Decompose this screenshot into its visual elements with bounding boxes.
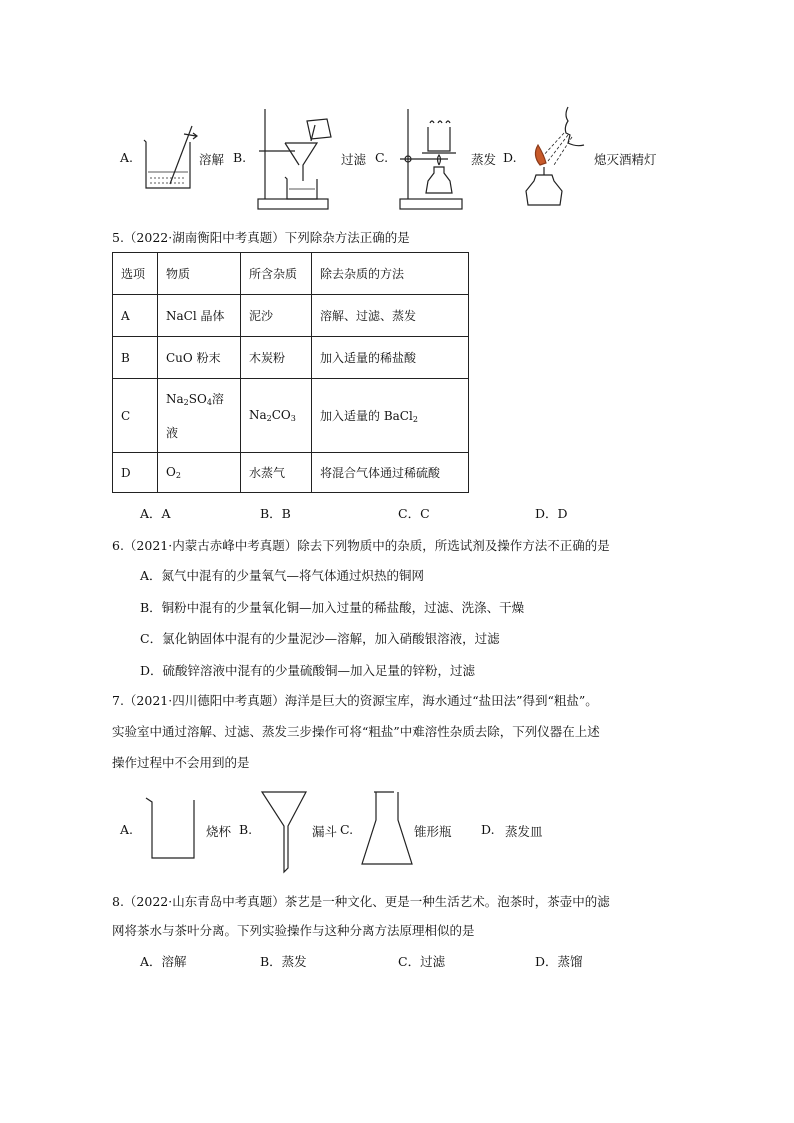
q4-option-b-letter: B. xyxy=(233,150,247,165)
table-cell xyxy=(312,379,469,453)
table-cell: 加入适量的稀盐酸 xyxy=(312,337,469,379)
q5-options-table xyxy=(112,252,469,493)
subscript: 4 xyxy=(206,397,212,407)
table-cell: CuO 粉末 xyxy=(158,337,241,379)
filtration-apparatus-icon xyxy=(255,107,335,212)
q7-stem-line: 7.（2021·四川德阳中考真题）海洋是巨大的资源宝库，海水通过“盐田法”得到“粗盐”。 xyxy=(112,693,598,708)
q6-option-a: A．氮气中混有的少量氧气—将气体通过炽热的铜网 xyxy=(140,568,425,583)
table-cell: C xyxy=(113,379,158,453)
evaporation-apparatus-icon xyxy=(396,107,468,212)
formula-text: CO xyxy=(271,408,291,422)
q5-answer-a: A．A xyxy=(140,506,171,521)
q8-stem-line: 8.（2022·山东青岛中考真题）茶艺是一种文化、更是一种生活艺术。泡茶时，茶壶中的滤 xyxy=(112,894,610,909)
table-cell: 木炭粉 xyxy=(241,337,312,379)
formula-text: Na xyxy=(249,408,267,422)
q4-option-d-label: 熄灭酒精灯 xyxy=(594,152,657,167)
blowing-out-alcohol-lamp-icon xyxy=(520,105,590,213)
formula-text: 加入适量的 BaCl xyxy=(320,409,413,423)
table-row xyxy=(113,453,469,493)
funnel-icon xyxy=(260,790,310,880)
q7-option-c-label: 锥形瓶 xyxy=(414,824,452,839)
q4-option-c-letter: C. xyxy=(375,150,389,165)
q8-stem-line: 网将茶水与茶叶分离。下列实验操作与这种分离方法原理相似的是 xyxy=(112,923,475,938)
q7-option-b-label: 漏斗 xyxy=(312,824,338,839)
table-header-cell: 物质 xyxy=(158,253,241,295)
subscript: 2 xyxy=(266,414,272,423)
q8-answer-a: A．溶解 xyxy=(140,954,187,969)
q6-option-b: B．铜粉中混有的少量氧化铜—加入过量的稀盐酸，过滤、洗涤、干燥 xyxy=(140,600,525,615)
table-header-cell: 选项 xyxy=(113,253,158,295)
q7-option-d-label: 蒸发皿 xyxy=(505,824,543,839)
q4-option-a-letter: A. xyxy=(120,150,134,165)
q7-option-d-letter: D. xyxy=(481,822,495,837)
q4-option-c-label: 蒸发 xyxy=(471,152,497,167)
subscript: 2 xyxy=(175,471,181,480)
q6-stem: 6.（2021·内蒙古赤峰中考真题）除去下列物质中的杂质，所选试剂及操作方法不正确的是 xyxy=(112,538,610,553)
q7-option-c-letter: C. xyxy=(340,822,354,837)
formula-text: Na xyxy=(166,391,184,406)
table-header-row xyxy=(113,253,469,295)
q7-option-a-label: 烧杯 xyxy=(206,824,232,839)
table-cell: 水蒸气 xyxy=(241,453,312,493)
table-cell: D xyxy=(113,453,158,493)
q8-answer-b: B．蒸发 xyxy=(260,954,307,969)
q8-answer-d: D．蒸馏 xyxy=(535,954,583,969)
q5-answer-c: C．C xyxy=(398,506,430,521)
table-cell: NaCl 晶体 xyxy=(158,295,241,337)
q5-stem: 5.（2022·湖南衡阳中考真题）下列除杂方法正确的是 xyxy=(112,230,410,245)
table-cell xyxy=(241,379,312,453)
table-cell: 将混合气体通过稀硫酸 xyxy=(312,453,469,493)
table-row xyxy=(113,379,469,453)
q4-option-a-label: 溶解 xyxy=(199,152,225,167)
q4-option-d-letter: D. xyxy=(503,150,517,165)
table-header-cell: 所含杂质 xyxy=(241,253,312,295)
q7-option-a-letter: A. xyxy=(120,822,134,837)
formula-text: 液 xyxy=(166,425,179,440)
conical-flask-icon xyxy=(360,790,416,870)
subscript: 2 xyxy=(183,397,189,407)
q5-answer-b: B．B xyxy=(260,506,291,521)
table-cell: B xyxy=(113,337,158,379)
subscript: 2 xyxy=(412,415,418,424)
beaker-icon xyxy=(142,794,202,864)
beaker-stirring-icon xyxy=(140,122,200,192)
table-cell xyxy=(158,453,241,493)
table-cell xyxy=(158,379,241,453)
subscript: 3 xyxy=(290,414,296,423)
table-cell: 溶解、过滤、蒸发 xyxy=(312,295,469,337)
formula-text: O xyxy=(166,465,176,479)
q6-option-d: D．硫酸锌溶液中混有的少量硫酸铜—加入足量的锌粉，过滤 xyxy=(140,663,476,678)
table-header-cell: 除去杂质的方法 xyxy=(312,253,469,295)
table-cell: 泥沙 xyxy=(241,295,312,337)
q4-option-b-label: 过滤 xyxy=(341,152,367,167)
q7-stem-line: 实验室中通过溶解、过滤、蒸发三步操作可将“粗盐”中难溶性杂质去除，下列仪器在上述 xyxy=(112,724,600,739)
q7-stem-line: 操作过程中不会用到的是 xyxy=(112,755,250,770)
table-row xyxy=(113,337,469,379)
q7-option-b-letter: B. xyxy=(239,822,253,837)
q6-option-c: C．氯化钠固体中混有的少量泥沙—溶解，加入硝酸银溶液，过滤 xyxy=(140,631,500,646)
table-row xyxy=(113,295,469,337)
q8-answer-c: C．过滤 xyxy=(398,954,446,969)
formula-text: SO xyxy=(188,391,207,406)
q5-answer-d: D．D xyxy=(535,506,568,521)
formula-text: 溶 xyxy=(211,391,224,406)
table-cell: A xyxy=(113,295,158,337)
